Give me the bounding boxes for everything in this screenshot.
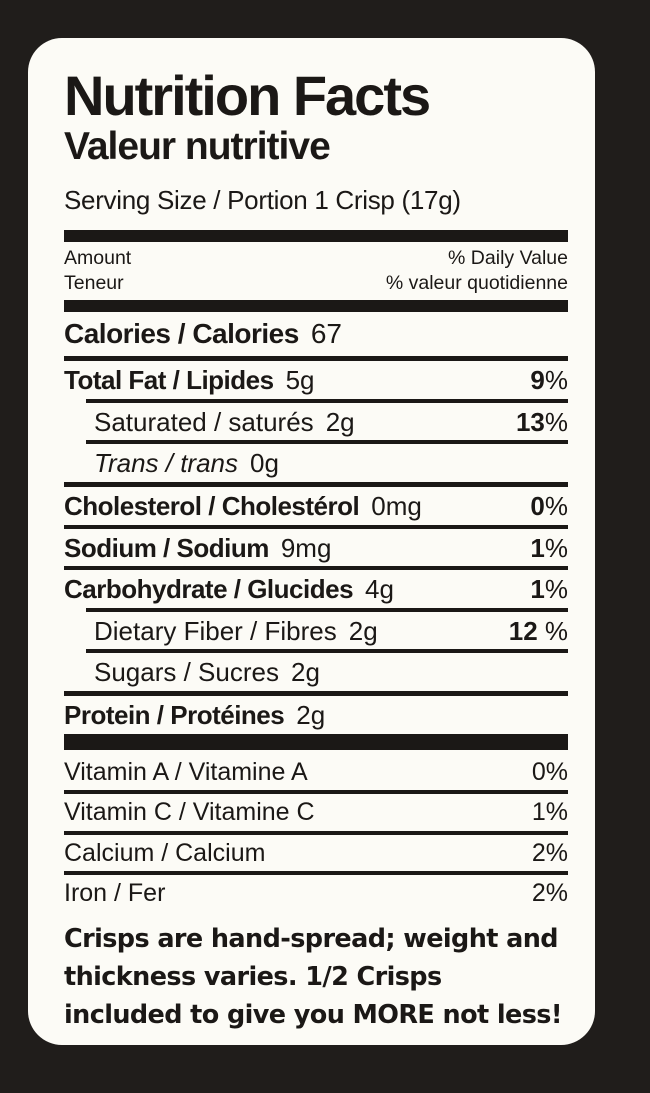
micronutrient-row-vitamin-a [64, 754, 568, 791]
label-title-english: Nutrition Facts [64, 64, 430, 127]
separator-thick-bar [64, 300, 568, 312]
nutrient-amount: 0mg [371, 491, 422, 522]
nutrient-row-saturated-fat [64, 403, 568, 441]
column-header-row-english [64, 246, 568, 271]
nutrient-label: Total Fat / Lipides [64, 365, 274, 396]
nutrient-amount: 2g [290, 657, 320, 688]
nutrient-amount: 2g [348, 615, 378, 646]
nutrient-row-trans-fat [64, 444, 568, 482]
nutrient-amount: 67 [310, 318, 342, 350]
micronutrient-row-calcium [64, 835, 568, 872]
daily-value: 2% [531, 838, 568, 867]
nutrient-label: Cholesterol / Cholestérol [64, 491, 360, 522]
amount-header-fr: Teneur [64, 272, 124, 295]
micronutrients-section [64, 750, 568, 912]
nutrient-amount: 2g [325, 406, 355, 437]
nutrient-label: Saturated / saturés [94, 406, 314, 437]
nutrient-amount: 4g [365, 574, 394, 605]
nutrient-label: Sodium / Sodium [64, 532, 269, 563]
column-header-block [64, 242, 568, 301]
nutrient-row-protein [64, 696, 568, 734]
separator-thick-bar [64, 230, 568, 242]
nutrient-label: Carbohydrate / Glucides [64, 574, 354, 605]
nutrient-amount: 9mg [280, 532, 332, 563]
nutrient-row-sodium [64, 529, 568, 567]
daily-value-header-fr: % valeur quotidienne [385, 272, 568, 295]
nutrient-row-sugars [64, 653, 568, 691]
daily-value: 9% [530, 365, 568, 396]
nutrient-label: Dietary Fiber / Fibres [94, 615, 337, 646]
column-header-row-french [64, 271, 568, 296]
nutrient-row-dietary-fiber [64, 612, 568, 650]
label-footnote: Crisps are hand-spread; weight and thickness varies. 1/2 Crisps included to give you MORE not less! [64, 923, 562, 1031]
daily-value: 13% [515, 406, 568, 437]
nutrient-label: Protein / Protéines [64, 700, 285, 731]
daily-value: 1% [531, 798, 568, 827]
nutrient-label: Vitamin C / Vitamine C [64, 798, 315, 827]
separator-thick-bar [64, 734, 568, 750]
daily-value: 1% [530, 574, 568, 605]
nutrient-amount: 2g [296, 700, 326, 731]
nutrient-label: Trans / trans [94, 448, 239, 479]
daily-value: 2% [531, 879, 568, 908]
nutrient-row-cholesterol [64, 487, 568, 525]
nutrient-label: Iron / Fer [64, 879, 166, 908]
serving-size: Serving Size / Portion 1 Crisp (17g) [64, 184, 461, 215]
nutrient-row-calories [64, 312, 568, 356]
nutrient-label: Calories / Calories [64, 318, 299, 350]
daily-value: 0% [531, 757, 568, 786]
nutrient-row-carbohydrate [64, 570, 568, 608]
daily-value: 12 % [508, 615, 568, 646]
label-title-french: Valeur nutritive [64, 125, 330, 168]
daily-value: 1% [530, 532, 568, 563]
amount-header-en: Amount [64, 246, 132, 269]
nutrient-label: Sugars / Sucres [94, 657, 279, 688]
nutrient-row-total-fat [64, 361, 568, 399]
nutrient-label: Calcium / Calcium [64, 838, 266, 867]
micronutrient-row-iron [64, 875, 568, 912]
nutrient-label: Vitamin A / Vitamine A [64, 757, 308, 786]
daily-value: 0% [530, 491, 568, 522]
nutrient-amount: 0g [250, 448, 279, 479]
nutrition-facts-label [28, 38, 595, 1045]
daily-value-header-en: % Daily Value [448, 246, 568, 269]
nutrient-amount: 5g [285, 365, 315, 396]
micronutrient-row-vitamin-c [64, 794, 568, 831]
